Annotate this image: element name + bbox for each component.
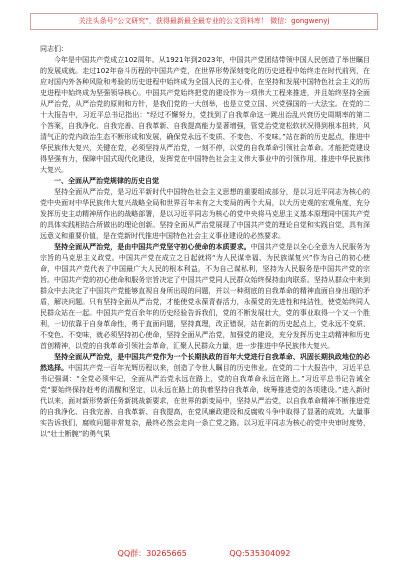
footer [0,548,408,559]
footer-qq: QQ:535304092 [229,549,291,558]
paragraph-1: 今年是中国共产党成立102周年。从1921年到2023年，中国共产党团结带领中国人民创造了举世瞩目的发展成就。走过102年奋斗历程的中国共产党，在世界形势深刻变化的历史进程中始终走在时代前列，在应对国内外各种风险和考验的历史进程中始终成为全国人民的主心骨，在坚持和发展中国特色社会主义的历史进程中始终成为坚强领导核心。中国共产党始终把党的建设作为一项伟大工程来推进，并且始终坚持全面从严治党，从严治党的原则和方针，是我们党的一大创举，也是立党立国、兴党强国的一大法宝。在党的二十大报告中，习近平总书记指出：“经过不懈努力，党找到了自我革命这一跳出治乱兴衰历史周期率的第二个答案，自我净化、自我完善、自我革新、自我提高能力显著增强，管党治党宽松软状况得到根本扭转，风清气正的党内政治生态不断形成和发展，确保党永远不变质、不变色、不变味。”站在新的历史起点，推进中华民族伟大复兴，关键在党，必须坚持从严治党，一刻不停，以党的自我革命引领社会革命。才能把党建设得坚强有力，保障中国式现代化建设，发挥党在中国特色社会主义伟大事业中的引领作用，推进中华民族伟大复兴。 [40,56,370,174]
document-body [40,44,370,440]
paragraph-3-lead: 坚持全面从严治党，是由中国共产党坚守初心使命的本质要求。 [54,243,251,251]
footer-qq-group: QQ群：30265665 [117,549,187,558]
paragraph-3 [40,242,370,352]
top-banner: 关注头条号“公文研究”，获得最新最全最专业的公文资料库！ 微信：gongwenyj [30,13,378,30]
paragraph-3-body: 中国共产党是以全心全意为人民服务为宗旨的马克思主义政党。中国共产党在成立之日起就将“为人民谋幸福、为民族谋复兴”作为自己的初心使命，中国共产党代表了中国最广大人民的根本利益，不为自己谋私利，坚持为人民服务是中国共产党的宗旨。中国共产党的初心使命和服务宗旨决定了中国共产党同人民群众始终保持血肉联系。坚持从群众中来到群众中去决定了中国共产党能够直视自身所出现的问题，并以一种彻底的自我革命的精神直面自身出现的矛盾，解决问题。只有坚持全面从严治党，才能使党永葆青春活力，永葆党的先进性和纯洁性，使党始终同人民群众站在一起。中国共产党百余年的历史经验告诉我们，党的不断发展壮大，党的事业取得一个又一个胜利，一切依靠于自身革命性，勇于直面问题，坚持真理，改正错误，站在新的历史起点上，党永远不变质、不变色、不变味，就必须坚持初心使命，坚持全面从严治党，加强党的建设，充分发挥历史主动精神和历史首创精神，以党的自我革命引领社会革命，汇聚人民群众力量，进一步推进中华民族伟大复兴。 [40,243,371,350]
greeting: 同志们： [40,45,68,53]
paragraph-4-lead: 坚持全面从严治党，是中国共产党作为一个长期执政的百年大党进行自我革命、巩固长期执政地位的必然选择。 [40,353,370,372]
section-heading: 一、全面从严治党规律的历史自觉 [54,177,159,185]
paragraph-4 [40,352,370,440]
paragraph-4-body: 中国共产党一百年光辉历程以来，创造了令世人瞩目的历史伟业。在党的二十大报告中，习近平总书记强调：“全党必须牢记，全面从严治党永远在路上，党的自我革命永远在路上。”习近平总书记告诫全党“要始终保持赶考的清醒和坚定，以永远在路上的执着坚持自我革命，统筹推进党的各项建设。”进入新时代以来，面对新形势新任务新挑战新要求，在世界的新变局中，坚持从严治党，以自我革命精神不断推进党的自我净化、自我完善、自我革新、自我提高，在党风廉政建设和反腐败斗争中取得了显著的成效。大量事实告诉我们，腐败问题非常复杂，最终必然会走向一条亡党之路。以习近平同志为核心的党中央审时度势，以“壮士断腕”的勇气果 [40,364,371,438]
paragraph-2: 坚持全面从严治党，是习近平新时代中国特色社会主义思想的重要组成部分，是以习近平同志为核心的党中央面对中华民族伟大复兴战略全局和世界百年未有之大变局的两个大局，以大历史观的宏观角度，充分发挥历史主动精神所作出的战略部署，是以习近平同志为核心的党中央将马克思主义基本原理同中国共产党的具体实践相结合所做出的理论创新。坚持全面从严治党展现了中国共产党的理论自觉和实践自觉，具有深远意义和重要价值，是在党新时代推进中国特色社会主义事业建设的必然要求。 [40,188,370,240]
